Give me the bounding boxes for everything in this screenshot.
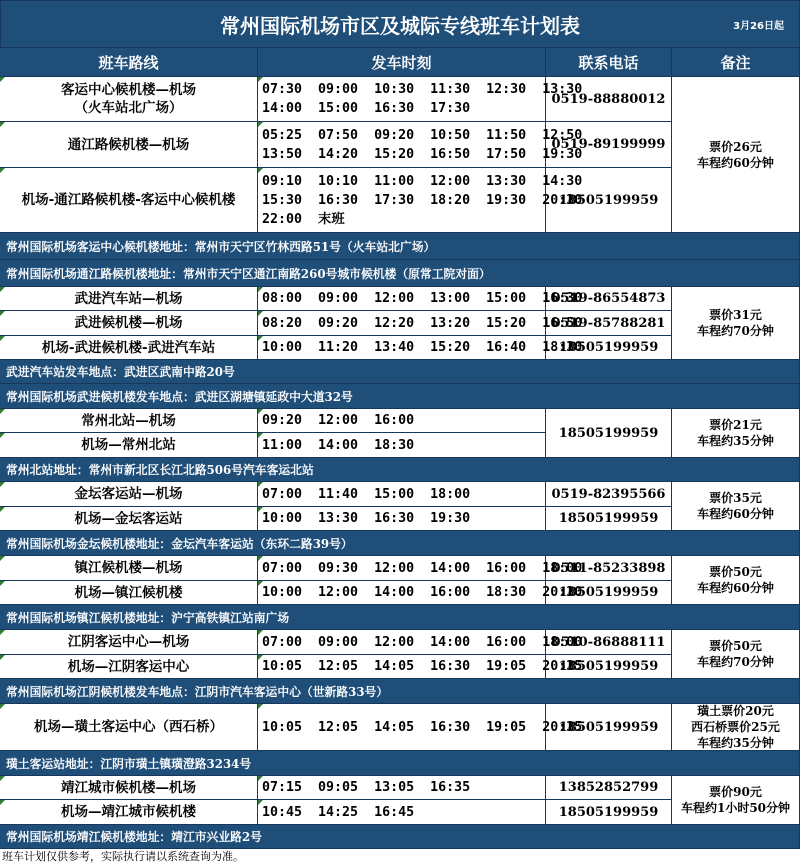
column-header-2 (546, 48, 672, 77)
phone-11-text: 18505199959 (558, 585, 659, 600)
fare-note-2-text: 票价21元 车程约35分钟 (697, 418, 774, 448)
departure-times-6-text: 09:20 12:00 16:00 (262, 413, 415, 428)
route-name-2-text: 机场-通江路候机楼-客运中心候机楼 (21, 192, 236, 208)
route-name-10-text: 镇江候机楼—机场 (74, 560, 183, 576)
station-address-5-text: 常州国际机场金坛候机楼地址：金坛汽车客运站（东环二路39号） (6, 536, 353, 551)
phone-5 (546, 336, 672, 360)
cell-marker (258, 311, 263, 316)
phone-0-text: 0519-88880012 (551, 91, 666, 107)
route-name-1-text: 通江路候机楼—机场 (67, 136, 190, 153)
cell-marker (258, 507, 263, 512)
phone-15-text: 13852852799 (558, 780, 659, 795)
cell-marker (0, 409, 5, 414)
station-address-2-text: 武进汽车站发车地点：武进区武南中路20号 (6, 365, 235, 379)
departure-times-4 (258, 311, 583, 336)
station-address-4 (0, 458, 800, 482)
phone-4 (546, 311, 672, 336)
departure-times-2 (258, 168, 583, 233)
departure-times-12-text: 07:00 09:00 12:00 14:00 16:00 18:00 (262, 634, 583, 650)
departure-times-7-text: 11:00 14:00 18:30 (262, 437, 415, 453)
phone-8-text: 0519-82395566 (551, 486, 666, 502)
route-name-8-text: 金坛客运站—机场 (74, 486, 183, 502)
cell-marker (0, 704, 5, 709)
route-name-16 (0, 800, 258, 825)
route-name-0-text: 客运中心候机楼—机场 （火车站北广场） (61, 82, 196, 116)
phone-16 (546, 800, 672, 825)
departure-times-5 (258, 336, 583, 360)
route-name-9-text: 机场—金坛客运站 (74, 510, 183, 527)
departure-times-14-text: 10:05 12:05 14:05 16:30 19:05 20:35 (262, 719, 583, 735)
departure-times-4-text: 08:20 09:20 12:20 13:20 15:20 16:50 (262, 315, 583, 331)
fare-note-3-text: 票价35元 车程约60分钟 (697, 491, 774, 521)
phone-10-text: 0511-85233898 (551, 560, 666, 576)
station-address-2 (0, 360, 800, 384)
station-address-1 (0, 260, 800, 287)
fare-note-4-text: 票价50元 车程约60分钟 (697, 565, 774, 595)
column-header-1 (258, 48, 546, 77)
cell-marker (0, 776, 5, 781)
phone-14-text: 18505199959 (558, 719, 659, 735)
station-address-5 (0, 531, 800, 556)
fare-note-7 (672, 776, 800, 825)
route-name-0 (0, 77, 258, 122)
cell-marker (258, 433, 263, 438)
phone-4-text: 0519-85788281 (551, 315, 666, 331)
route-name-15-text: 靖江城市候机楼—机场 (61, 779, 196, 796)
departure-times-16 (258, 800, 546, 825)
phone-2-text: 18505199959 (558, 192, 659, 208)
phone-12-text: 0510-86888111 (551, 634, 666, 650)
column-header-3-text: 备注 (720, 53, 751, 72)
cell-marker (258, 704, 263, 709)
cell-marker (0, 311, 5, 316)
route-name-4 (0, 311, 258, 336)
station-address-1-text: 常州国际机场通江路候机楼地址：常州市天宁区通江南路260号城市候机楼（原常工院对面） (6, 266, 491, 281)
route-name-7 (0, 433, 258, 458)
phone-2 (546, 168, 672, 233)
departure-times-3 (258, 287, 583, 311)
route-name-9 (0, 507, 258, 531)
departure-times-3-text: 08:00 09:00 12:00 13:00 15:00 16:30 (262, 291, 583, 306)
route-name-10 (0, 556, 258, 581)
route-name-5-text: 机场-武进候机楼-武进汽车站 (41, 339, 216, 356)
cell-marker (0, 287, 5, 292)
route-name-4-text: 武进候机楼—机场 (74, 315, 183, 331)
departure-times-11 (258, 581, 583, 605)
departure-times-1-text: 05:25 07:50 09:20 10:50 11:50 12:50 13:50 14:20 15:20 16:50 17:50 19:30 (262, 127, 583, 162)
route-name-6 (0, 409, 258, 433)
cell-marker (258, 409, 263, 414)
cell-marker (0, 556, 5, 561)
departure-times-10 (258, 556, 583, 581)
departure-times-13-text: 10:05 12:05 14:05 16:30 19:05 20:35 (262, 659, 583, 674)
cell-marker (258, 482, 263, 487)
departure-times-12 (258, 630, 583, 655)
route-name-8 (0, 482, 258, 507)
fare-note-6 (672, 704, 800, 751)
cell-marker (258, 776, 263, 781)
station-address-9-text: 常州国际机场靖江候机楼地址：靖江市兴业路2号 (6, 830, 262, 844)
station-address-4-text: 常州北站地址：常州市新北区长江北路506号汽车客运北站 (6, 463, 314, 477)
cell-marker (0, 581, 5, 586)
phone-13-text: 18505199959 (558, 659, 659, 674)
fare-note-4 (672, 556, 800, 605)
departure-times-2-text: 09:10 10:10 11:00 12:00 13:30 14:30 15:30 16:30 17:30 18:20 19:30 20:30 22:00 末班 (262, 173, 583, 227)
station-address-6 (0, 605, 800, 630)
column-header-0 (0, 48, 258, 77)
fare-note-6-text: 璜土票价20元 西石桥票价25元 车程约35分钟 (691, 704, 780, 750)
departure-times-6 (258, 409, 546, 433)
column-header-0-text: 班车路线 (98, 53, 159, 72)
cell-marker (0, 433, 5, 438)
fare-note-1 (672, 287, 800, 360)
phone-3 (546, 287, 672, 311)
cell-marker (0, 630, 5, 635)
departure-times-9 (258, 507, 546, 531)
effective-date-text: 3月26日起 (733, 20, 784, 32)
route-name-13 (0, 655, 258, 679)
phone-9 (546, 507, 672, 531)
departure-times-11-text: 10:00 12:00 14:00 16:00 18:30 20:30 (262, 585, 583, 600)
route-name-14 (0, 704, 258, 751)
departure-times-16-text: 10:45 14:25 16:45 (262, 804, 415, 820)
phone-16-text: 18505199959 (558, 804, 659, 820)
route-name-14-text: 机场—璜土客运中心（西石桥） (34, 719, 223, 735)
cell-marker (0, 77, 5, 82)
fare-note-1-text: 票价31元 车程约70分钟 (697, 308, 774, 338)
station-address-0-text: 常州国际机场客运中心候机楼地址：常州市天宁区竹林西路51号（火车站北广场） (6, 239, 436, 254)
fare-note-0-text: 票价26元 车程约60分钟 (697, 139, 774, 170)
cell-marker (0, 168, 5, 173)
route-name-13-text: 机场—江阴客运中心 (67, 658, 190, 675)
departure-times-8-text: 07:00 11:40 15:00 18:00 (262, 486, 471, 502)
departure-times-7 (258, 433, 546, 458)
station-address-8-text: 璜土客运站地址：江阴市璜土镇璜澄路3234号 (6, 756, 252, 771)
route-name-12-text: 江阴客运中心—机场 (67, 634, 190, 650)
departure-times-9-text: 10:00 13:30 16:30 19:30 (262, 511, 471, 526)
departure-times-8 (258, 482, 546, 507)
phone-12 (546, 630, 672, 655)
page-title-text: 常州国际机场市区及城际专线班车计划表 (220, 13, 580, 38)
departure-times-0 (258, 77, 583, 122)
route-name-6-text: 常州北站—机场 (81, 412, 176, 429)
route-name-1 (0, 122, 258, 168)
departure-times-15 (258, 776, 546, 800)
phone-1-text: 0519-89199999 (551, 137, 666, 152)
cell-marker (0, 336, 5, 341)
column-header-3 (672, 48, 800, 77)
departure-times-5-text: 10:00 11:20 13:40 15:20 16:40 18:30 (262, 340, 583, 355)
route-name-11-text: 机场—镇江候机楼 (74, 584, 183, 601)
column-header-2-text: 联系电话 (578, 53, 639, 72)
station-address-7-text: 常州国际机场江阴候机楼发车地点：江阴市汽车客运中心（世新路33号） (6, 684, 389, 699)
route-name-15 (0, 776, 258, 800)
effective-date (690, 1, 798, 47)
footer-note-text: 班车计划仅供参考，实际执行请以系统查询为准。 (2, 850, 244, 863)
cell-marker (258, 77, 263, 82)
fare-note-2 (672, 409, 800, 458)
route-name-3 (0, 287, 258, 311)
page-title (0, 0, 800, 48)
station-address-7 (0, 679, 800, 704)
phone-0 (546, 77, 672, 122)
cell-marker (258, 122, 263, 127)
route-name-3-text: 武进汽车站—机场 (74, 290, 183, 307)
departure-times-14 (258, 704, 583, 751)
fare-note-3 (672, 482, 800, 531)
phone-8 (546, 482, 672, 507)
departure-times-0-text: 07:30 09:00 10:30 11:30 12:30 13:30 14:00 15:00 16:30 17:30 (262, 82, 583, 116)
route-name-11 (0, 581, 258, 605)
station-address-8 (0, 751, 800, 776)
departure-times-13 (258, 655, 583, 679)
cell-marker (0, 482, 5, 487)
route-name-5 (0, 336, 258, 360)
station-address-0 (0, 233, 800, 260)
phone-11 (546, 581, 672, 605)
station-address-6-text: 常州国际机场镇江候机楼地址：沪宁高铁镇江站南广场 (6, 610, 290, 625)
departure-times-10-text: 07:00 09:30 12:00 14:00 16:00 18:00 (262, 560, 583, 576)
phone-14 (546, 704, 672, 751)
footer-note (0, 849, 800, 863)
column-header-1-text: 发车时刻 (371, 53, 432, 72)
phone-9-text: 18505199959 (558, 511, 659, 526)
phone-10 (546, 556, 672, 581)
cell-marker (258, 336, 263, 341)
station-address-9 (0, 825, 800, 849)
cell-marker (0, 507, 5, 512)
departure-times-15-text: 07:15 09:05 13:05 16:35 (262, 780, 471, 795)
route-name-7-text: 机场—常州北站 (81, 437, 176, 453)
cell-marker (0, 122, 5, 127)
fare-note-7-text: 票价90元 车程约1小时50分钟 (680, 785, 791, 815)
departure-times-1 (258, 122, 583, 168)
cell-marker (258, 168, 263, 173)
fare-note-5-text: 票价50元 车程约70分钟 (697, 639, 774, 669)
phone-7 (546, 409, 672, 458)
cell-marker (258, 556, 263, 561)
phone-13 (546, 655, 672, 679)
phone-3-text: 0519-86554873 (551, 291, 666, 306)
route-name-16-text: 机场—靖江城市候机楼 (61, 804, 196, 820)
phone-1 (546, 122, 672, 168)
fare-note-5 (672, 630, 800, 679)
route-name-12 (0, 630, 258, 655)
phone-5-text: 18505199959 (558, 340, 659, 355)
phone-15 (546, 776, 672, 800)
cell-marker (258, 630, 263, 635)
cell-marker (0, 655, 5, 660)
station-address-3-text: 常州国际机场武进候机楼发车地点：武进区湖塘镇延政中大道32号 (6, 389, 353, 404)
cell-marker (258, 655, 263, 660)
station-address-3 (0, 384, 800, 409)
fare-note-0 (672, 77, 800, 233)
cell-marker (258, 800, 263, 805)
phone-7-text: 18505199959 (558, 425, 659, 441)
route-name-2 (0, 168, 258, 233)
cell-marker (258, 581, 263, 586)
cell-marker (258, 287, 263, 292)
cell-marker (0, 800, 5, 805)
